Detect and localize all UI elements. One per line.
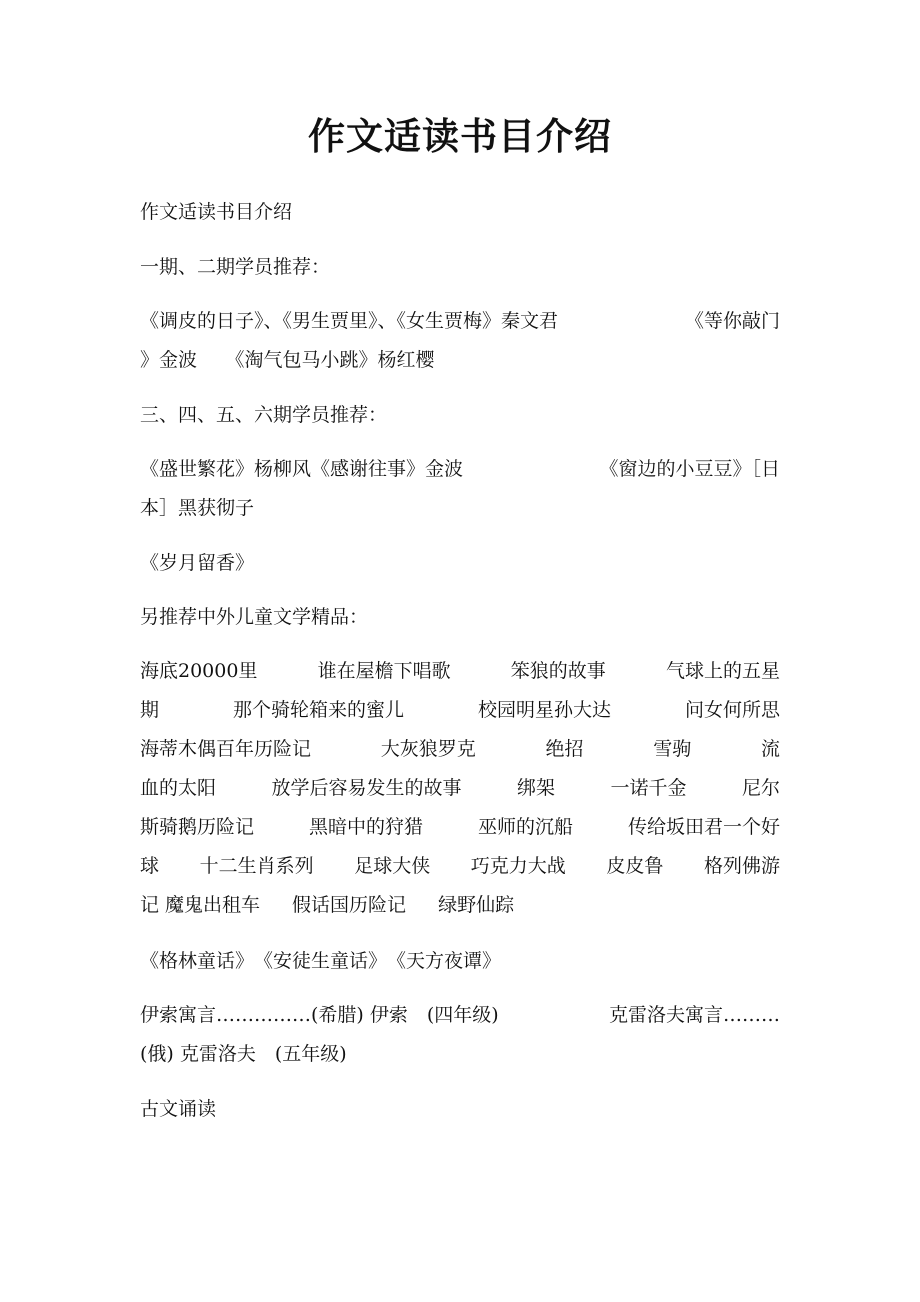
list-line xyxy=(140,847,780,886)
list-item: 流 xyxy=(760,738,780,760)
list-item: 十二生肖系列 xyxy=(199,855,314,877)
section6-heading: 古文诵读 xyxy=(140,1098,217,1120)
subtitle: 作文适读书目介绍 xyxy=(140,201,293,223)
section5-fables xyxy=(140,996,780,1074)
list-item: 尼尔 xyxy=(741,777,780,799)
list-item: 球 xyxy=(140,855,160,877)
list-item: 绿野仙踪 xyxy=(438,894,515,916)
section1-line2: 》金波 《淘气包马小跳》杨红樱 xyxy=(140,349,435,371)
list-item: 皮皮鲁 xyxy=(606,855,664,877)
list-item: 格列佛游 xyxy=(703,855,780,877)
section3-book-list xyxy=(140,652,780,925)
list-item: 气球上的五星 xyxy=(665,660,780,682)
list-item: 假话国历险记 xyxy=(292,894,407,916)
book-group: 《调皮的日子》、《男生贾里》、《女生贾梅》秦文君 xyxy=(140,310,559,332)
section2-line1 xyxy=(140,450,780,489)
list-item: 问女何所思 xyxy=(684,699,780,721)
list-item: 巫师的沉船 xyxy=(477,816,573,838)
list-line xyxy=(140,691,780,730)
section1-heading: 一期、二期学员推荐： xyxy=(140,256,331,278)
book-group: 《等你敲门 xyxy=(684,310,780,332)
section1-line1 xyxy=(140,302,780,341)
list-item: 绝招 xyxy=(545,738,584,760)
section4-fairy-tales: 《格林童话》 《安徒生童话》 《天方夜谭》 xyxy=(140,950,502,972)
list-item: 大灰狼罗克 xyxy=(380,738,476,760)
section2-extra: 《岁月留香》 xyxy=(140,552,255,574)
list-item: 海蒂木偶百年历险记 xyxy=(140,738,312,760)
list-item: 黑暗中的狩猎 xyxy=(308,816,423,838)
section2-book-list xyxy=(140,450,780,528)
list-item: 雪驹 xyxy=(653,738,692,760)
list-item: 那个骑轮箱来的蜜儿 xyxy=(232,699,404,721)
list-item: 放学后容易发生的故事 xyxy=(271,777,462,799)
book-group: 《窗边的小豆豆》［日 xyxy=(599,458,780,480)
fable-entry: 克雷洛夫寓言……… xyxy=(608,1004,780,1026)
list-item: 传给坂田君一个好 xyxy=(627,816,780,838)
list-line xyxy=(140,808,780,847)
list-item: 斯骑鹅历险记 xyxy=(140,816,255,838)
list-line xyxy=(140,730,780,769)
list-line xyxy=(140,886,780,925)
section2-heading: 三、四、五、六期学员推荐： xyxy=(140,404,388,426)
list-item: 记 魔鬼出租车 xyxy=(140,894,261,916)
list-item: 血的太阳 xyxy=(140,777,217,799)
list-item: 巧克力大战 xyxy=(470,855,566,877)
list-item: 笨狼的故事 xyxy=(510,660,606,682)
section5-line2: (俄) 克雷洛夫 (五年级) xyxy=(140,1043,347,1065)
list-line xyxy=(140,652,780,691)
fable-entry: 伊索寓言……………(希腊) 伊索 (四年级) xyxy=(140,1004,499,1026)
list-line xyxy=(140,769,780,808)
list-item: 海底20000里 xyxy=(140,660,258,682)
book-group: 《盛世繁花》杨柳风《感谢往事》金波 xyxy=(140,458,464,480)
section2-line2: 本］黑获彻子 xyxy=(140,497,255,519)
list-item: 期 xyxy=(140,699,160,721)
section1-book-list xyxy=(140,302,780,380)
section5-line1 xyxy=(140,996,780,1035)
list-item: 足球大侠 xyxy=(354,855,431,877)
list-item: 校园明星孙大达 xyxy=(477,699,611,721)
list-item: 谁在屋檐下唱歌 xyxy=(317,660,451,682)
document-title: 作文适读书目介绍 xyxy=(308,114,612,158)
list-item: 绑架 xyxy=(516,777,555,799)
section3-heading: 另推荐中外儿童文学精品： xyxy=(140,606,369,628)
list-item: 一诺千金 xyxy=(610,777,687,799)
